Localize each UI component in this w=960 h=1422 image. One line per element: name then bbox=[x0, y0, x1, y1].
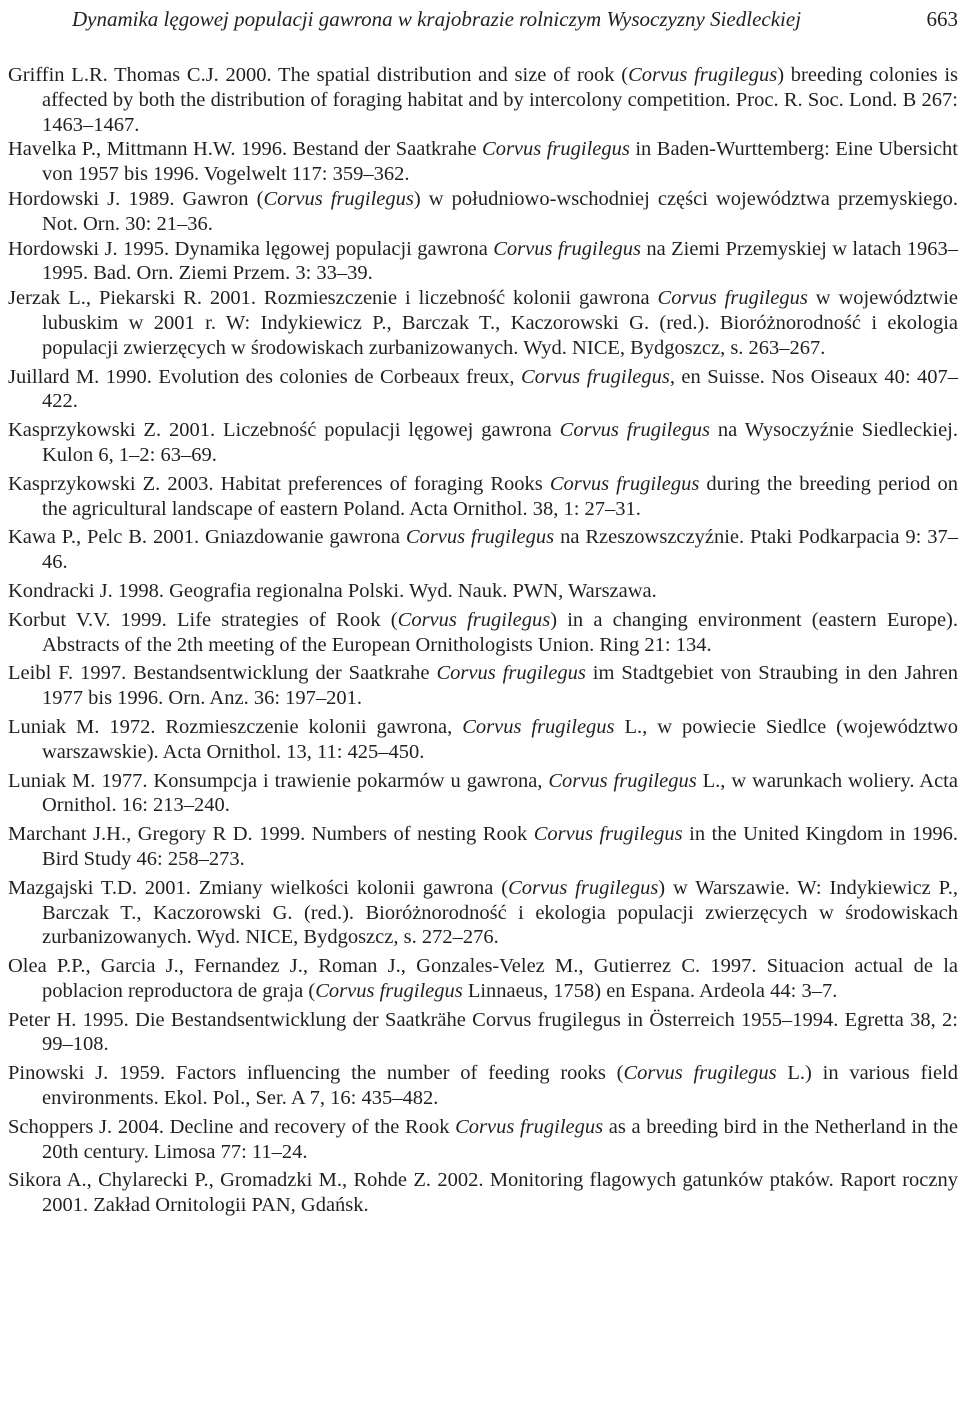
reference-text: ) breeding colonies is affected by both the distribution of foraging habitat and by intercolony competition. Proc. R. Soc. Lond. B 267: 1463–1467. bbox=[42, 64, 958, 136]
reference-entry bbox=[8, 876, 958, 950]
species-name: Corvus frugilegus bbox=[559, 419, 710, 442]
reference-entry bbox=[8, 608, 958, 658]
species-name: Corvus frugilegus bbox=[548, 769, 697, 792]
reference-text: , en Suisse. Nos Oiseaux 40: 407–422. bbox=[42, 365, 958, 413]
reference-text: as a breeding bird in the Netherland in the 20th century. Limosa 77: 11–24. bbox=[42, 1115, 958, 1163]
reference-text: na Ziemi Przemyskiej w latach 1963–1995. Bad. Orn. Ziemi Przem. 3: 33–39. bbox=[42, 237, 958, 285]
reference-entry bbox=[8, 661, 958, 711]
species-name: Corvus frugilegus bbox=[436, 662, 586, 685]
reference-text: ) w Warszawie. W: Indykiewicz P., Barczak T., Kaczorowski G. (red.). Bioróżnorodność i ekologia populacji zwierzęcych w środowiskach zurbanizowanych. Wyd. NICE, Bydgoszcz, s. 272–276. bbox=[42, 876, 959, 949]
reference-text: w województwie lubuskim w 2001 r. W: Indykiewicz P., Barczak T., Kaczorowski G. (red.). Bioróżnorodność i ekologia populacji zwierzęcych w środowiskach zurbanizowanych. Wyd. NICE, Bydgoszcz, s. 263–267. bbox=[42, 287, 958, 359]
reference-entry bbox=[8, 822, 958, 872]
reference-text: L., w powiecie Siedlce (województwo warszawskie). Acta Ornithol. 13, 11: 425–450. bbox=[42, 715, 959, 763]
species-name: Corvus frugilegus bbox=[397, 608, 551, 631]
reference-text: L.) in various field environments. Ekol. Pol., Ser. A 7, 16: 435–482. bbox=[42, 1062, 959, 1110]
species-name: Corvus frugilegus bbox=[508, 876, 659, 899]
reference-text: im Stadtgebiet von Straubing in den Jahren 1977 bis 1996. Orn. Anz. 36: 197–201. bbox=[42, 662, 958, 710]
species-name: Corvus frugilegus bbox=[623, 1062, 777, 1085]
reference-text: Peter H. 1995. Die Bestandsentwicklung der Saatkrähe Corvus frugilegus in Österreich 1955–1994. Egretta 38, 2: 99–108. bbox=[8, 1008, 958, 1056]
reference-entry bbox=[8, 137, 958, 187]
reference-entry bbox=[8, 954, 958, 1004]
reference-entry bbox=[8, 418, 958, 468]
species-name: Corvus frugilegus bbox=[482, 138, 630, 161]
reference-entry bbox=[8, 237, 958, 287]
reference-entry bbox=[8, 579, 958, 604]
reference-text: Mazgajski T.D. 2001. Zmiany wielkości kolonii gawrona ( bbox=[8, 876, 509, 899]
reference-text: Linnaeus, 1758) en Espana. Ardeola 44: 3–7. bbox=[462, 979, 838, 1002]
reference-text: Luniak M. 1972. Rozmieszczenie kolonii gawrona, bbox=[8, 715, 463, 738]
reference-text: Pinowski J. 1959. Factors influencing the number of feeding rooks ( bbox=[8, 1062, 624, 1085]
reference-text: Olea P.P., Garcia J., Fernandez J., Roman J., Gonzales-Velez M., Gutierrez C. 1997. Situacion actual de la poblacion reproductora de graja ( bbox=[8, 955, 958, 1002]
species-name: Corvus frugilegus bbox=[533, 823, 683, 846]
species-name: Corvus frugilegus bbox=[455, 1115, 604, 1138]
reference-text: ) w południowo-wschodniej części województwa przemyskiego. Not. Orn. 30: 21–36. bbox=[42, 187, 959, 235]
reference-entry bbox=[8, 769, 958, 819]
reference-text: Kondracki J. 1998. Geografia regionalna Polski. Wyd. Nauk. PWN, Warszawa. bbox=[8, 579, 657, 602]
reference-entry bbox=[8, 286, 958, 360]
reference-text: Korbut V.V. 1999. Life strategies of Rook ( bbox=[8, 608, 398, 631]
reference-text: Juillard M. 1990. Evolution des colonies de Corbeaux freux, bbox=[8, 365, 522, 388]
reference-entry bbox=[8, 1008, 958, 1058]
reference-text: L., w warunkach woliery. Acta Ornithol. 16: 213–240. bbox=[42, 769, 958, 817]
species-name: Corvus frugilegus bbox=[315, 979, 463, 1002]
species-name: Corvus frugilegus bbox=[521, 365, 670, 388]
reference-text: Hordowski J. 1995. Dynamika lęgowej populacji gawrona bbox=[8, 237, 494, 260]
species-name: Corvus frugilegus bbox=[549, 472, 700, 495]
reference-text: Griffin L.R. Thomas C.J. 2000. The spatial distribution and size of rook ( bbox=[8, 64, 629, 86]
reference-text: ) in a changing environment (eastern Europe). Abstracts of the 2th meeting of the European Ornithologists Union. Ring 21: 134. bbox=[42, 608, 958, 656]
reference-text: Kasprzykowski Z. 2003. Habitat preferences of foraging Rooks bbox=[8, 472, 550, 495]
reference-text: Marchant J.H., Gregory R D. 1999. Numbers of nesting Rook bbox=[8, 823, 534, 846]
reference-text: during the breeding period on the agricultural landscape of eastern Poland. Acta Ornithol. 38, 1: 27–31. bbox=[42, 472, 958, 520]
reference-text: Jerzak L., Piekarski R. 2001. Rozmieszczenie i liczebność kolonii gawrona bbox=[8, 287, 658, 310]
running-head-title: Dynamika lęgowej populacji gawrona w krajobrazie rolniczym Wysoczyzny Siedleckiej bbox=[72, 7, 802, 31]
reference-entry bbox=[8, 472, 958, 522]
reference-entry bbox=[8, 1061, 958, 1111]
reference-text: Hordowski J. 1989. Gawron ( bbox=[8, 187, 264, 210]
reference-text: na Rzeszowszczyźnie. Ptaki Podkarpacia 9: 37–46. bbox=[42, 526, 958, 574]
reference-text: Kasprzykowski Z. 2001. Liczebność populacji lęgowej gawrona bbox=[8, 419, 560, 442]
species-name: Corvus frugilegus bbox=[263, 187, 414, 210]
reference-text: Havelka P., Mittmann H.W. 1996. Bestand der Saatkrahe bbox=[8, 138, 483, 161]
reference-entry bbox=[8, 63, 958, 137]
reference-text: na Wysoczyźnie Siedleckiej. Kulon 6, 1–2: 63–69. bbox=[42, 419, 958, 466]
reference-text: Leibl F. 1997. Bestandsentwicklung der Saatkrahe bbox=[8, 662, 437, 685]
species-name: Corvus frugilegus bbox=[462, 715, 615, 738]
reference-entry bbox=[8, 715, 958, 765]
running-head bbox=[72, 2, 958, 36]
species-name: Corvus frugilegus bbox=[493, 237, 641, 260]
reference-entry bbox=[8, 187, 958, 237]
page-number: 663 bbox=[926, 7, 958, 31]
reference-entry bbox=[8, 525, 958, 575]
reference-text: Schoppers J. 2004. Decline and recovery of the Rook bbox=[8, 1115, 456, 1138]
reference-text: in the United Kingdom in 1996. Bird Study 46: 258–273. bbox=[42, 823, 958, 870]
reference-text: Sikora A., Chylarecki P., Gromadzki M., Rohde Z. 2002. Monitoring flagowych gatunków ptaków. Raport roczny 2001. Zakład Ornitologii PAN, Gdańsk. bbox=[8, 1169, 958, 1217]
reference-text: Kawa P., Pelc B. 2001. Gniazdowanie gawrona bbox=[8, 526, 406, 549]
reference-entry bbox=[8, 1115, 958, 1165]
species-name: Corvus frugilegus bbox=[628, 64, 778, 86]
reference-entry bbox=[8, 1168, 958, 1218]
reference-text: Luniak M. 1977. Konsumpcja i trawienie pokarmów u gawrona, bbox=[8, 769, 549, 792]
reference-entry bbox=[8, 365, 958, 415]
reference-list bbox=[8, 63, 958, 1218]
species-name: Corvus frugilegus bbox=[405, 526, 555, 549]
species-name: Corvus frugilegus bbox=[657, 287, 808, 310]
reference-text: in Baden-Wurttemberg: Eine Ubersicht von 1957 bis 1996. Vogelwelt 117: 359–362. bbox=[42, 138, 958, 186]
